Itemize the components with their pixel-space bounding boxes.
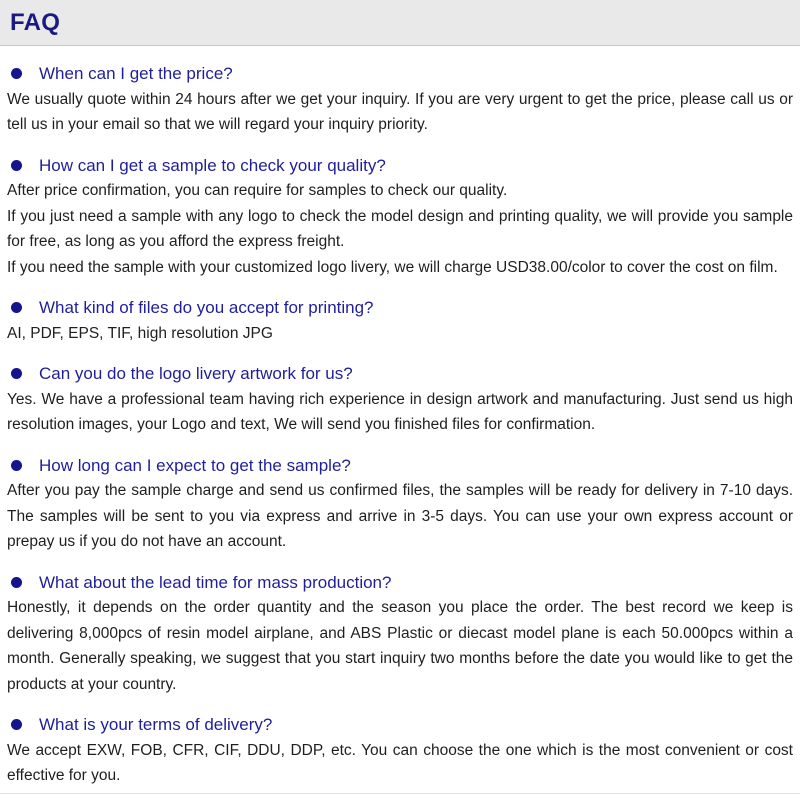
faq-question-row bbox=[7, 570, 793, 596]
faq-question-row bbox=[7, 153, 793, 179]
faq-question-row bbox=[7, 61, 793, 87]
bullet-icon bbox=[11, 577, 22, 588]
page-title: FAQ bbox=[10, 8, 61, 36]
faq-answer: After price confirmation, you can require for samples to check our quality. bbox=[7, 182, 508, 199]
faq-answer: Yes. We have a professional team having rich experience in design artwork and manufacturing. Just send us high resolution images, your Logo and text, We will send you finished files for confirmation. bbox=[7, 390, 793, 433]
faq-answer: If you need the sample with your customized logo livery, we will charge USD38.00/color to cover the cost on film. bbox=[7, 258, 778, 276]
bullet-icon bbox=[11, 719, 22, 730]
faq-item bbox=[7, 295, 793, 346]
faq-item bbox=[7, 570, 793, 698]
faq-item bbox=[7, 453, 793, 555]
faq-question: What about the lead time for mass production? bbox=[39, 572, 392, 592]
faq-item bbox=[7, 712, 793, 789]
bullet-icon bbox=[11, 68, 22, 79]
faq-question: How can I get a sample to check your quality? bbox=[39, 155, 386, 175]
faq-item bbox=[7, 361, 793, 438]
faq-answers bbox=[7, 178, 793, 280]
faq-list bbox=[0, 61, 800, 789]
faq-answers bbox=[7, 387, 793, 438]
faq-question: When can I get the price? bbox=[39, 64, 233, 83]
faq-answer: After you pay the sample charge and send us confirmed files, the samples will be ready for delivery in 7-10 days. The samples will be sent to you via express and arrive in 3-5 days. You can use your own express account or prepay us if you do not have an account. bbox=[7, 482, 793, 550]
faq-item bbox=[7, 153, 793, 281]
faq-answers bbox=[7, 321, 793, 347]
bullet-icon bbox=[11, 460, 22, 471]
faq-answer: We accept EXW, FOB, CFR, CIF, DDU, DDP, etc. You can choose the one which is the most convenient or cost effective for you. bbox=[7, 741, 793, 784]
faq-question-row bbox=[7, 712, 793, 738]
faq-item bbox=[7, 61, 793, 138]
bullet-icon bbox=[11, 368, 22, 379]
faq-header bbox=[0, 0, 800, 46]
faq-answers bbox=[7, 595, 793, 697]
faq-answer: AI, PDF, EPS, TIF, high resolution JPG bbox=[7, 324, 273, 342]
faq-question: What is your terms of delivery? bbox=[39, 715, 273, 734]
bullet-icon bbox=[11, 160, 22, 171]
faq-question-row bbox=[7, 295, 793, 321]
faq-answers bbox=[7, 738, 793, 789]
faq-question: How long can I expect to get the sample? bbox=[39, 455, 351, 475]
faq-question: What kind of files do you accept for printing? bbox=[39, 298, 374, 317]
bullet-icon bbox=[11, 302, 22, 313]
bottom-divider bbox=[0, 793, 800, 794]
faq-question: Can you do the logo livery artwork for us? bbox=[39, 364, 353, 383]
faq-question-row bbox=[7, 361, 793, 387]
faq-question-row bbox=[7, 453, 793, 479]
faq-answer: Honestly, it depends on the order quantity and the season you place the order. The best record we keep is delivering 8,000pcs of resin model airplane, and ABS Plastic or diecast model plane is each 50.000pcs within a month. Generally speaking, we suggest that you start inquiry two months before the date you would like to get the products at your country. bbox=[7, 599, 793, 693]
faq-answers bbox=[7, 478, 793, 555]
faq-answer: We usually quote within 24 hours after we get your inquiry. If you are very urgent to get the price, please call us or tell us in your email so that we will regard your inquiry priority. bbox=[7, 90, 793, 133]
faq-answer: If you just need a sample with any logo to check the model design and printing quality, we will provide you sample for free, as long as you afford the express freight. bbox=[7, 207, 793, 250]
faq-answers bbox=[7, 87, 793, 138]
